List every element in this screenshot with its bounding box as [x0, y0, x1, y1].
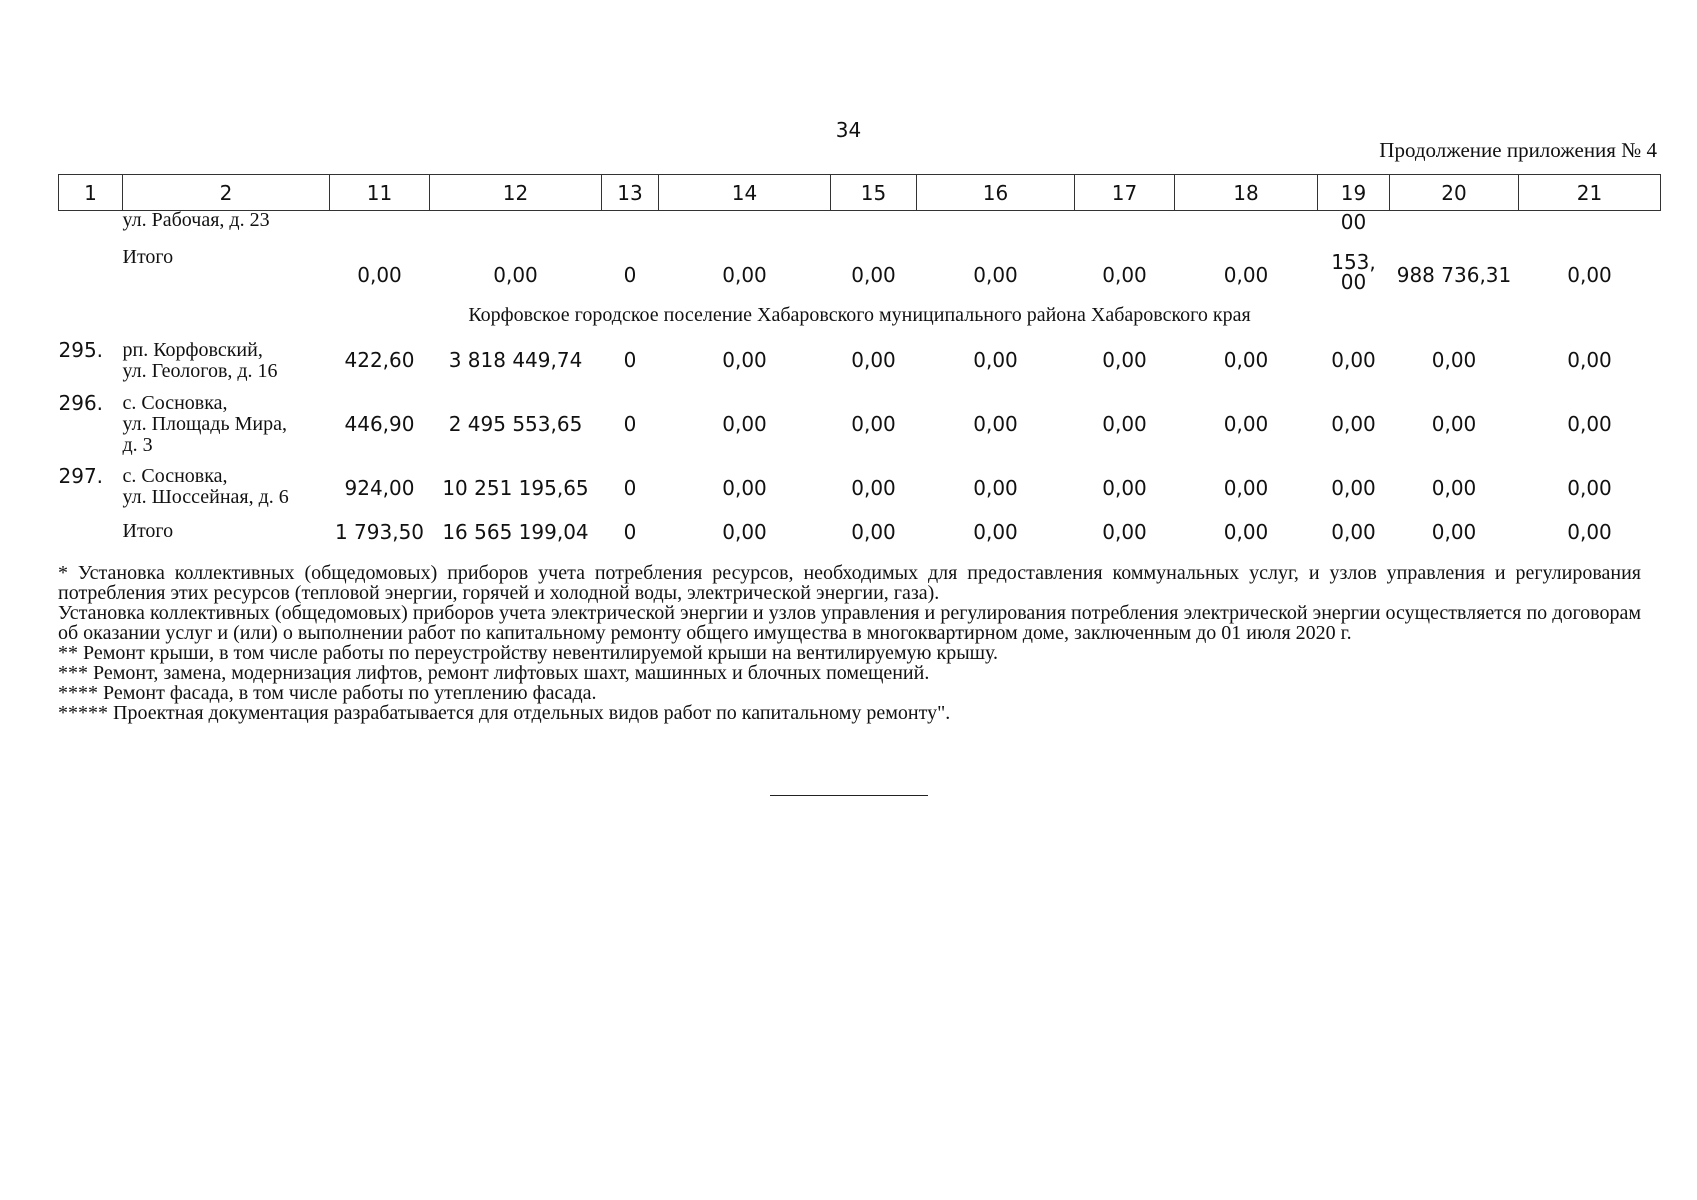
- value-cell: 0,00: [1102, 262, 1147, 287]
- footnotes: [58, 563, 1641, 723]
- value-cell: 0,00: [851, 411, 896, 436]
- col-header: 14: [659, 175, 831, 211]
- value-cell: 446,90: [344, 411, 415, 436]
- value-cell: 10 251 195,65: [442, 475, 589, 500]
- continuation-caption: Продолжение приложения № 4: [1379, 138, 1657, 162]
- col-header: 11: [330, 175, 430, 211]
- value-cell: 0,00: [1567, 411, 1612, 436]
- address-line: д. 3: [122, 433, 153, 456]
- value-cell: 0,00: [493, 262, 538, 287]
- value-cell: 0,00: [1223, 475, 1269, 500]
- footnote: *** Ремонт, замена, модернизация лифтов, ремонт лифтовых шахт, машинных и блочных помещений.: [58, 662, 930, 684]
- table-row: [59, 387, 1661, 461]
- value-cell: 0: [623, 475, 637, 500]
- total-row: [59, 515, 1661, 549]
- value-cell: [1318, 233, 1390, 299]
- value-cell: 0,00: [1223, 411, 1269, 436]
- capital-repair-table: [58, 174, 1661, 549]
- footnote: **** Ремонт фасада, в том числе работы по утеплению фасада.: [58, 682, 597, 704]
- value-cell: 0,00: [722, 411, 767, 436]
- value-cell: 16 565 199,04: [442, 519, 589, 544]
- page-number: 34: [835, 118, 862, 142]
- row-number: 295.: [58, 337, 104, 362]
- col-header: 16: [917, 175, 1075, 211]
- value-cell: 0,00: [1102, 519, 1147, 544]
- value-cell: 1 793,50: [334, 519, 425, 544]
- value-cell: 0,00: [1102, 347, 1147, 372]
- address-cell: [123, 333, 330, 387]
- value-line: 00: [1340, 269, 1367, 294]
- value-cell: 0,00: [722, 475, 767, 500]
- address-line: ул. Шоссейная, д. 6: [122, 485, 289, 508]
- col-header: 19: [1318, 175, 1390, 211]
- value-cell: 0,00: [973, 475, 1018, 500]
- table-row: [59, 461, 1661, 515]
- value-cell: 0,00: [851, 262, 896, 287]
- carry-over-row: [59, 211, 1661, 233]
- value-cell: 0,00: [973, 262, 1018, 287]
- subtotal-label: Итого: [122, 245, 174, 268]
- value-cell: 0,00: [1567, 475, 1612, 500]
- value-cell: 0,00: [973, 519, 1018, 544]
- value-cell: 0,00: [1567, 519, 1612, 544]
- value-cell: 0: [623, 262, 637, 287]
- address-cell: ул. Рабочая, д. 23: [122, 209, 270, 231]
- section-row: [59, 299, 1661, 333]
- value-cell: 924,00: [344, 475, 415, 500]
- value-cell: 2 495 553,65: [448, 411, 583, 436]
- subtotal-row: [59, 233, 1661, 299]
- address-line: с. Сосновка,: [122, 464, 228, 487]
- address-cell: [123, 461, 330, 515]
- value-cell: 0,00: [1431, 411, 1477, 436]
- value-cell: 0,00: [1431, 475, 1477, 500]
- row-number: 297.: [58, 463, 104, 488]
- address-line: ул. Геологов, д. 16: [122, 359, 278, 382]
- section-title: Корфовское городское поселение Хабаровского муниципального района Хабаровского края: [468, 304, 1251, 326]
- end-divider: [770, 795, 928, 796]
- footnote: ** Ремонт крыши, в том числе работы по переустройству невентилируемой крыши на вентилируемую крышу.: [58, 642, 999, 664]
- col-header: 18: [1175, 175, 1318, 211]
- value-cell: 0,00: [1102, 411, 1147, 436]
- value-cell: 0,00: [722, 347, 767, 372]
- value-cell: 0,00: [722, 519, 767, 544]
- value-cell: 0,00: [1223, 519, 1269, 544]
- value-cell: 0,00: [1331, 519, 1376, 544]
- value-cell: 0,00: [1331, 347, 1376, 372]
- table-row: [59, 333, 1661, 387]
- address-cell: [123, 387, 330, 461]
- value-cell: 0,00: [851, 475, 896, 500]
- value-cell: 988 736,31: [1396, 262, 1512, 287]
- col-header: 21: [1519, 175, 1661, 211]
- row-number: 296.: [58, 390, 104, 415]
- value-cell: 0: [623, 347, 637, 372]
- column-number-row: [59, 175, 1661, 211]
- col-header: 12: [430, 175, 602, 211]
- value-cell: 422,60: [344, 347, 415, 372]
- value-cell: 0,00: [1431, 519, 1477, 544]
- col-header: 13: [602, 175, 659, 211]
- value-cell: 0,00: [1331, 475, 1376, 500]
- value-cell: 0,00: [1331, 411, 1376, 436]
- value-cell: 0,00: [1567, 347, 1612, 372]
- value-cell: 0: [623, 411, 637, 436]
- value-cell: 0,00: [1223, 347, 1269, 372]
- col-header: 17: [1075, 175, 1175, 211]
- value-cell: 0,00: [973, 411, 1018, 436]
- value-cell: 0,00: [1431, 347, 1477, 372]
- value-cell: 0,00: [722, 262, 767, 287]
- value-cell: 0,00: [357, 262, 402, 287]
- value-cell: 0,00: [1567, 262, 1612, 287]
- address-line: ул. Площадь Мира,: [122, 412, 287, 435]
- address-line: рп. Корфовский,: [122, 338, 263, 361]
- footnote: ***** Проектная документация разрабатывается для отдельных видов работ по капитальному ремонту".: [58, 702, 951, 724]
- value-cell: 0,00: [851, 347, 896, 372]
- value-cell: 0,00: [1102, 475, 1147, 500]
- col-header: 20: [1390, 175, 1519, 211]
- footnote: Установка коллективных (общедомовых) приборов учета электрической энергии и узлов управления и регулирования потребления электрической энергии осуществляется по договорам об оказании услуг и (или) о выполнении работ по капитальному ремонту общего имущества в многоквартирном доме, заключенным до 01 июля 2020 г.: [58, 602, 1641, 644]
- address-line: с. Сосновка,: [122, 391, 228, 414]
- col-header: 2: [123, 175, 330, 211]
- col-header: 1: [59, 175, 123, 211]
- value-cell: 0: [623, 519, 637, 544]
- value-cell: 3 818 449,74: [448, 347, 583, 372]
- value-cell: 00: [1340, 209, 1367, 234]
- total-label: Итого: [122, 520, 174, 542]
- value-line: 153,: [1331, 249, 1376, 274]
- footnote: * Установка коллективных (общедомовых) приборов учета потребления ресурсов, необходимых для предоставления коммунальных услуг, и узлов управления и регулирования потребления этих ресурсов (тепловой энергии, горячей и холодной воды, электрической энергии, газа).: [58, 562, 1641, 604]
- value-cell: 0,00: [851, 519, 896, 544]
- value-cell: 0,00: [973, 347, 1018, 372]
- col-header: 15: [831, 175, 917, 211]
- value-cell: 0,00: [1223, 262, 1269, 287]
